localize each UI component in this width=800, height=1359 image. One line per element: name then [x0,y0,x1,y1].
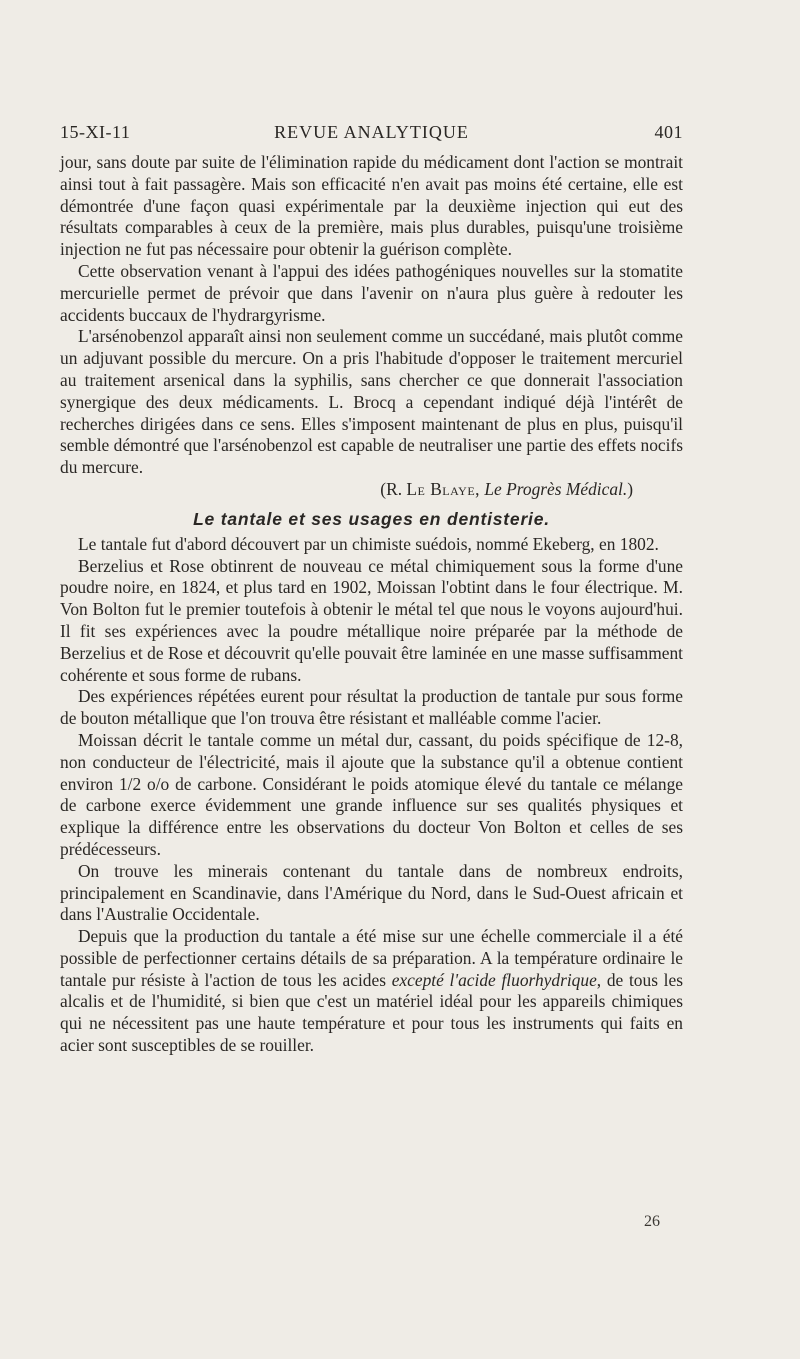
journal-title: REVUE ANALYTIQUE [274,122,469,142]
paragraph: Cette observation venant à l'appui des idées pathogéniques nouvelles sur la stomatite mercurielle permet de prévoir que dans l'avenir on n'aura plus guère à redouter les accidents buccaux de l'hydrargyrisme. [60,260,683,325]
paragraph: jour, sans doute par suite de l'élimination rapide du médicament dont l'action se montrait ainsi tout à fait passagère. Mais son efficacité n'en avait pas moins été certaine, elle est démontrée d'une façon quasi expérimentale par la deuxième injection qui eut des résultats comparables à ceux de la première, mais plus durables, puisqu'une troisième injection ne fut pas nécessaire pour obtenir la guérison complète. [60,152,683,260]
running-head [60,122,683,146]
issue-date: 15-XI-11 [60,122,131,142]
paragraph: Moissan décrit le tantale comme un métal dur, cassant, du poids spécifique de 12-8, non conducteur de l'électricité, mais il ajoute que la substance qu'il a obtenue contient environ 1/2 o/o de carbone. Considérant le poids atomique élevé du tantale ce mélange de carbone exerce évidemment une grande influence sur ses qualités physiques et explique la différence entre les observations du docteur Von Bolton et celles de ses prédécesseurs. [60,729,683,859]
article-body [60,152,683,1057]
paragraph [60,926,683,1057]
paragraph: On trouve les minerais contenant du tantale dans de nombreux endroits, principalement en Scandinavie, dans l'Amérique du Nord, dans le Sud-Ouest africain et dans l'Australie Occidentale. [60,860,683,925]
paragraph-text: , de tous les alcalis et de l'humidité, si bien que c'est un matériel idéal pour les appareils chimiques qui ne nécessitent pas une haute température et pour tous les instruments qui faits en acier sont susceptibles de se rouiller. [60,969,683,1056]
citation-open: (R. [380,478,407,499]
citation [60,479,683,501]
emphasis-text: excepté l'acide fluorhydrique [391,969,597,990]
paragraph: Des expériences répétées eurent pour résultat la production de tantale pur sous forme de bouton métallique que l'on trouva être résistant et malléable comme l'acier. [60,686,683,729]
citation-source: Le Progrès Médical. [484,478,628,499]
section-title: Le tantale et ses usages en dentisterie. [193,508,550,529]
paragraph-text: Depuis que la production du tantale a été mise sur une échelle commerciale il a été possible de perfectionner certains détails de sa préparation. A la température ordinaire le tantale pur résiste à l'action de tous les acides [60,926,683,990]
paragraph: Berzelius et Rose obtinrent de nouveau ce métal chimiquement sous la forme d'une poudre noire, en 1824, et plus tard en 1902, Moissan l'obtint dans le four électrique. M. Von Bolton fut le premier toutefois à obtenir le métal tel que nous le voyons aujourd'hui. Il fit ses expériences avec la poudre métallique noire préparée par la méthode de Berzelius et de Rose et découvrit qu'elle pouvait être laminée en une masse suffisamment cohérente et sous forme de rubans. [60,555,683,685]
citation-author: Le Blaye, [406,478,481,499]
paragraph: L'arsénobenzol apparaît ainsi non seulement comme un succédané, mais plutôt comme un adjuvant possible du mercure. On a pris l'habitude d'opposer le traitement mercuriel au traitement arsenical dans la syphilis, sans chercher ce que donnerait l'association synergique des deux médicaments. L. Brocq a cependant indiqué déjà l'intérêt de recherches dirigées dans ce sens. Elles s'imposent maintenant de plus en plus, puisqu'il semble démontré que l'arsénobenzol est capable de neutraliser une partie des effets nocifs du mercure. [60,326,683,478]
citation-close: ) [627,478,633,499]
printer-signature: 26 [644,1213,660,1230]
paragraph: Le tantale fut d'abord découvert par un chimiste suédois, nommé Ekeberg, en 1802. [78,533,659,554]
page-number: 401 [654,122,683,142]
